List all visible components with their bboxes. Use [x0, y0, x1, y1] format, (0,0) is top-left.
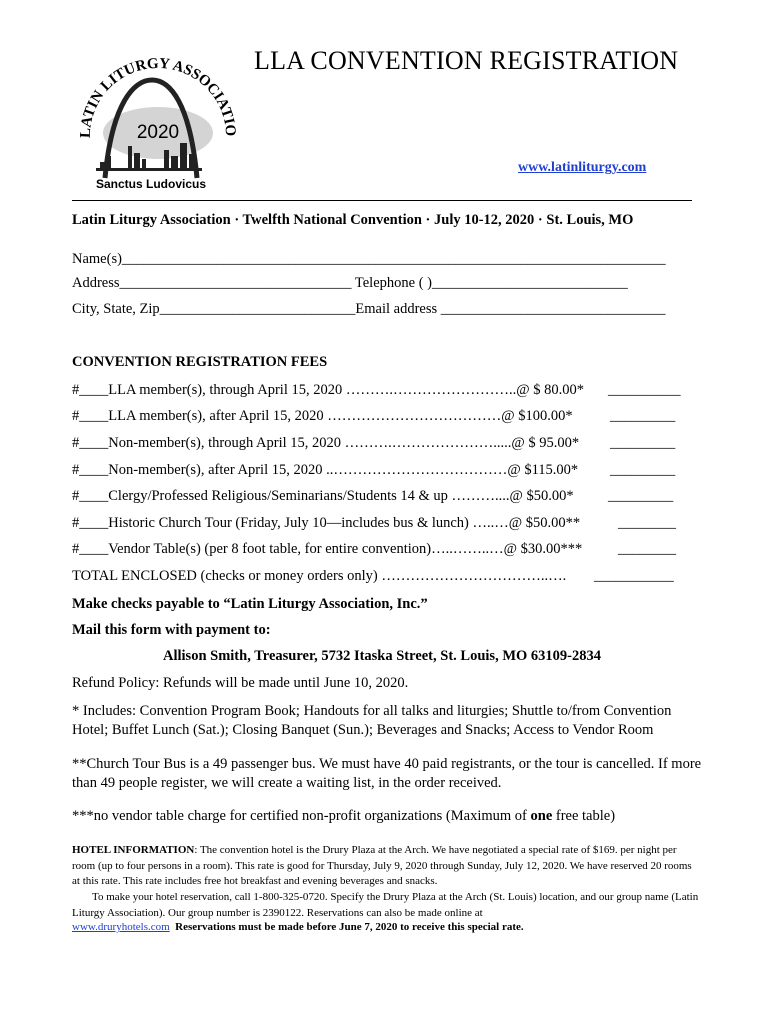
fee-row-blank[interactable]: _________	[610, 462, 676, 478]
hotel-reservation	[72, 890, 702, 921]
fee-row-blank[interactable]: _________	[610, 435, 676, 451]
vendor-note-text: ***no vendor table charge for certified non-profit organizations (Maximum of	[72, 808, 531, 824]
logo-motto: Sanctus Ludovicus	[96, 177, 207, 191]
fee-row-text: #____Non-member(s), through April 15, 2020 ……….………………….....@ $ 95.00*	[72, 435, 580, 451]
hotel-deadline-line	[72, 920, 702, 936]
fee-row-text: #____Historic Church Tour (Friday, July 10—includes bus & lunch) …..…@ $50.00**	[72, 515, 581, 531]
mail-instructions: Mail this form with payment to:	[72, 622, 271, 638]
arch-logo-graphic	[72, 38, 242, 196]
church-tour-note: **Church Tour Bus is a 49 passenger bus. We must have 40 paid registrants, or the tour is cancelled. If more than 49 people register, we will create a waiting list, in the order received.	[72, 756, 702, 791]
total-enclosed-blank[interactable]: ___________	[594, 568, 674, 584]
fee-row-text: #____LLA member(s), after April 15, 2020 ………………………………@ $100.00*	[72, 408, 573, 424]
logo-year: 2020	[136, 122, 180, 143]
fees-heading: CONVENTION REGISTRATION FEES	[72, 354, 328, 370]
fee-row-text: #____Vendor Table(s) (per 8 foot table, for entire convention)…..……..…@ $30.00***	[72, 541, 583, 557]
fee-row-blank[interactable]: ________	[618, 515, 676, 531]
vendor-note-text-end: free table)	[552, 808, 616, 824]
fee-row-blank[interactable]: __________	[608, 382, 681, 398]
header-divider	[72, 200, 692, 201]
name-field[interactable]: Name(s)___________________________________________________________________________	[72, 251, 666, 267]
fee-row-text: #____Clergy/Professed Religious/Seminarians/Students 14 & up ………....@ $50.00*	[72, 488, 574, 504]
association-logo	[72, 38, 242, 196]
vendor-note	[72, 808, 615, 825]
checks-payable-note: Make checks payable to “Latin Liturgy Association, Inc.”	[72, 596, 428, 612]
logo-association-name: LATIN LITURGY ASSOCIATIO	[77, 55, 239, 139]
address-telephone-field[interactable]: Address________________________________ Telephone ( )___________________________	[72, 275, 628, 291]
hotel-information	[72, 843, 702, 890]
fee-row-text: #____LLA member(s), through April 15, 2020 ……….……………………..@ $ 80.00*	[72, 382, 584, 398]
hotel-text: : The convention hotel is the Drury Plaza at the Arch. We have negotiated a special rate of $169. per night per room (up to four persons in a room). This rate is good for Thursday, July 9, 2020 through Sunday, July 12, 2020. We have reserved 20 rooms at this rate. This rate includes free hot breakfast and evening beverages and snacks.	[72, 844, 692, 887]
convention-subtitle: Latin Liturgy Association · Twelfth National Convention · July 10-12, 2020 · St. Louis, MO	[72, 212, 634, 228]
website-link[interactable]: www.latinliturgy.com	[518, 160, 647, 175]
drury-hotels-link[interactable]: www.druryhotels.com	[72, 921, 170, 933]
page-title: LLA CONVENTION REGISTRATION	[254, 46, 679, 75]
city-email-field[interactable]: City, State, Zip___________________________Email address _______________________________	[72, 301, 666, 317]
fee-row-blank[interactable]: _________	[610, 408, 676, 424]
refund-policy: Refund Policy: Refunds will be made until June 10, 2020.	[72, 675, 409, 691]
reservation-deadline: Reservations must be made before June 7, 2020 to receive this special rate.	[175, 921, 524, 933]
vendor-note-emphasis: one	[530, 808, 553, 824]
hotel-reservation-text: To make your hotel reservation, call 1-800-325-0720. Specify the Drury Plaza at the Arch (St. Louis) location, and our group name (Latin Liturgy Association). Our group number is 2390122. Reservations can also be made online at	[72, 891, 699, 919]
fee-row-text: #____Non-member(s), after April 15, 2020 ..………………………………@ $115.00*	[72, 462, 579, 478]
fee-row-blank[interactable]: _________	[608, 488, 674, 504]
treasurer-address: Allison Smith, Treasurer, 5732 Itaska Street, St. Louis, MO 63109-2834	[163, 648, 601, 664]
hotel-label: HOTEL INFORMATION	[72, 844, 195, 856]
total-enclosed-text: TOTAL ENCLOSED (checks or money orders only) ……………………………..….	[72, 568, 567, 584]
includes-note: * Includes: Convention Program Book; Handouts for all talks and liturgies; Shuttle to/from Convention Hotel; Buffet Lunch (Sat.); Closing Banquet (Sun.); Beverages and Snacks; Access to Vendor Room	[72, 703, 672, 738]
fee-row-blank[interactable]: ________	[618, 541, 676, 557]
